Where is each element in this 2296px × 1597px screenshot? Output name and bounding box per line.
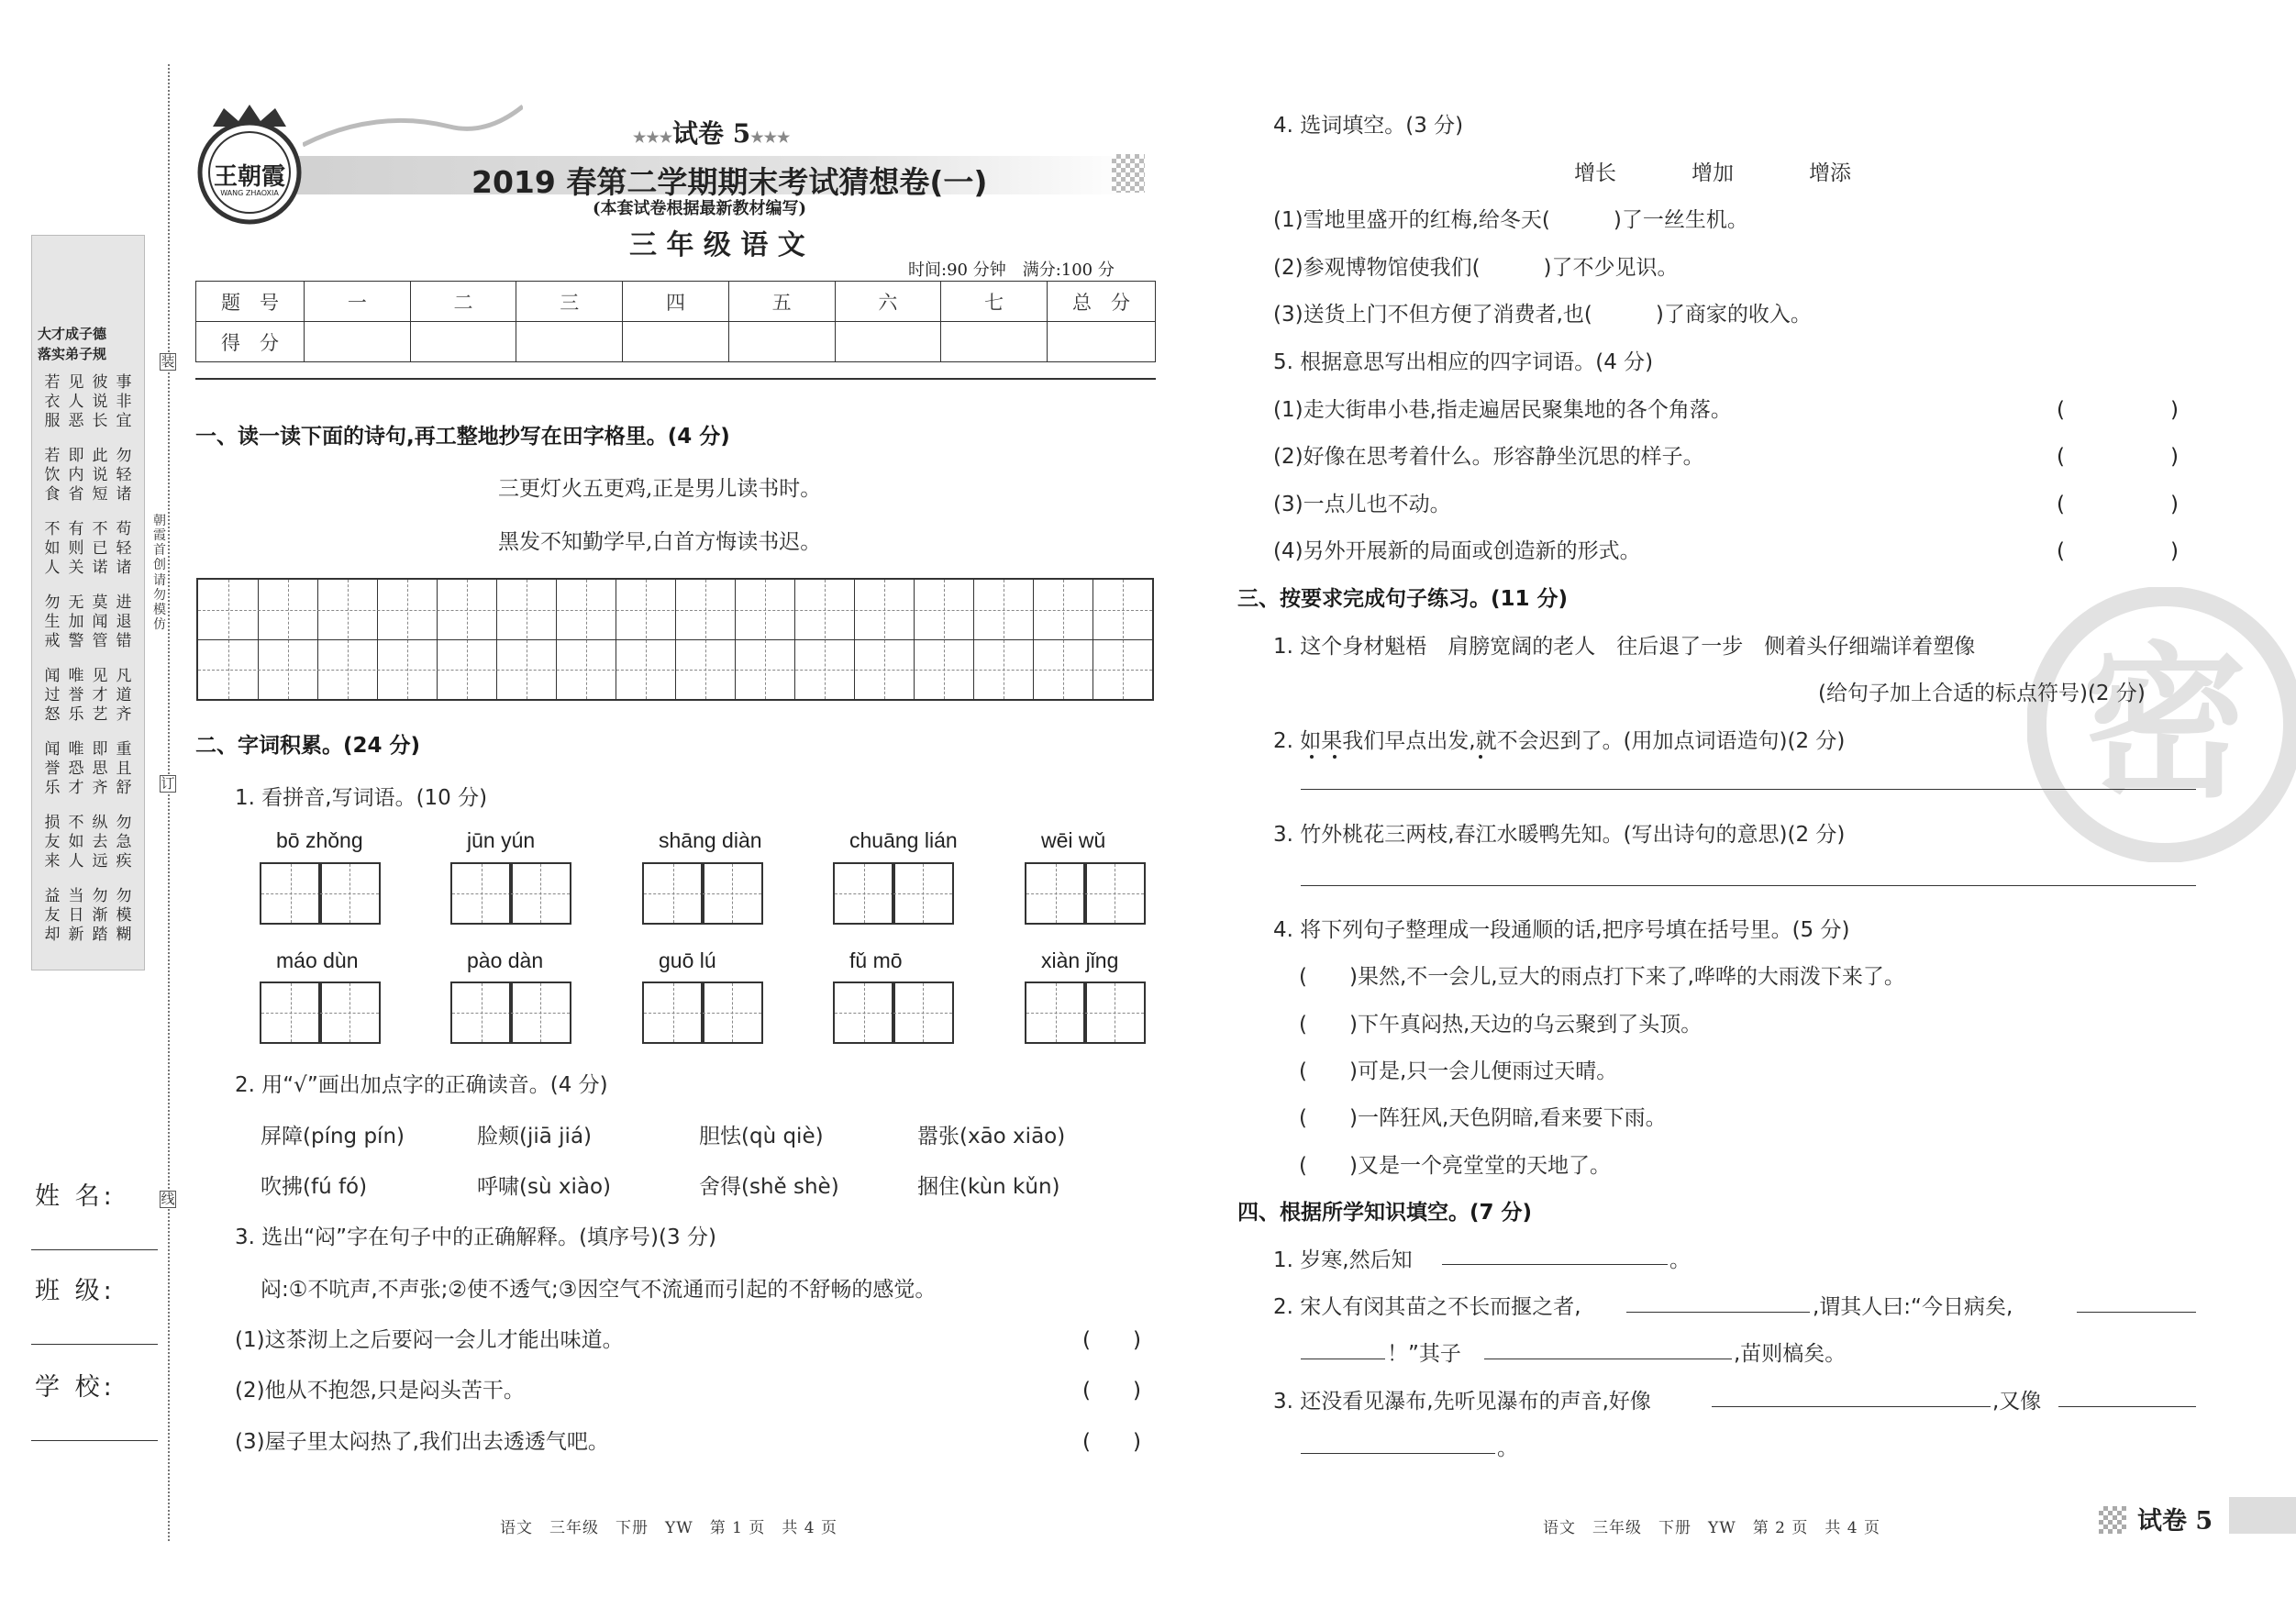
box-guide-h <box>320 1013 379 1014</box>
word-box[interactable] <box>701 862 763 925</box>
pinyin-label: fǔ mō <box>849 948 903 972</box>
word-box[interactable] <box>450 981 513 1044</box>
word-box[interactable] <box>509 981 571 1044</box>
ribbon-swoosh <box>303 99 523 158</box>
meaning-1: (1)走大街串小巷,指走遍居民聚集地的各个角落。 <box>1273 398 1732 422</box>
box-guide-h <box>1085 1013 1144 1014</box>
score-input-cell[interactable] <box>623 322 729 362</box>
motto-column: 见才艺 <box>92 667 108 724</box>
grid-guide <box>198 610 1152 611</box>
box-guide-h <box>511 1013 570 1014</box>
reading-1-2[interactable]: 脸颊(jiā jiá) <box>477 1125 593 1148</box>
grid-guide <box>1123 580 1124 699</box>
idiom-answer[interactable]: ( ) <box>2057 493 2179 516</box>
word-box[interactable] <box>1083 862 1146 925</box>
motto-column: 不如人 <box>44 520 61 577</box>
fill-2-end: ,苗则槁矣。 <box>1734 1342 1847 1366</box>
class-field[interactable] <box>31 1344 158 1345</box>
motto-line-1: 大才成子德 <box>38 326 107 342</box>
header-checker <box>1112 154 1145 193</box>
word-choice-1: 增长 <box>1574 161 1616 185</box>
score-table <box>195 281 1156 362</box>
word-box[interactable] <box>833 981 895 1044</box>
q2-sub5: 5. 根据意思写出相应的四字词语。(4 分) <box>1273 350 1654 374</box>
word-box[interactable] <box>833 862 895 925</box>
box-guide-h <box>261 893 320 894</box>
box-guide-h <box>835 893 893 894</box>
score-header-cell: 四 <box>623 282 729 322</box>
badge-stars-left: ★★★ <box>633 128 673 146</box>
score-input-cell[interactable] <box>1048 322 1156 362</box>
answer-line[interactable] <box>1301 885 2196 886</box>
grid-guide <box>825 580 826 699</box>
pinyin-label: bō zhǒng <box>276 828 363 852</box>
meaning-3: (3)一点儿也不动。 <box>1273 493 1451 516</box>
motto-column: 彼说长 <box>92 373 108 430</box>
score-input-cell[interactable] <box>305 322 411 362</box>
fill-blank[interactable] <box>1626 1312 1810 1313</box>
box-guide-h <box>511 893 570 894</box>
motto-column: 勿生戒 <box>44 593 61 650</box>
box-guide-h <box>835 1013 893 1014</box>
score-header-cell: 三 <box>516 282 623 322</box>
watermark-text: 密 <box>2082 628 2248 820</box>
idiom-answer[interactable]: ( ) <box>2057 445 2179 469</box>
fill-2-mid: ,谓其人曰:“今日病矣, <box>1813 1295 2013 1319</box>
badge-text: 试卷 5 <box>672 118 751 149</box>
class-label: 班 级: <box>35 1277 116 1305</box>
score-header-cell: 题 号 <box>196 282 305 322</box>
fill-blank[interactable] <box>2058 1406 2196 1407</box>
motto-column: 益友却 <box>44 887 61 944</box>
motto-column: 闻过怒 <box>44 667 61 724</box>
pinyin-label: xiàn jǐng <box>1041 948 1119 972</box>
sentence-2: 2. 如果我们早点出发,就不会迟到了。(用加点词语造句)(2 分) <box>1273 729 1846 753</box>
answer-line[interactable] <box>1301 789 2196 790</box>
motto-column: 勿模糊 <box>116 887 132 944</box>
answer-paren[interactable]: ( ) <box>1082 1379 1141 1403</box>
grid-guide <box>348 580 349 699</box>
pinyin-label: jūn yún <box>467 828 536 852</box>
men-item-2: (2)他从不抱怨,只是闷头苦干。 <box>235 1379 525 1403</box>
motto-column: 闻誉乐 <box>44 740 61 797</box>
motto-column: 莫闻管 <box>92 593 108 650</box>
word-box[interactable] <box>642 981 704 1044</box>
fill-word-2[interactable]: (2)参观博物馆使我们( )了不少见识。 <box>1273 256 1679 280</box>
vertical-note-1: 朝霞首创 <box>153 514 166 572</box>
score-header-cell: 二 <box>410 282 516 322</box>
box-guide-h <box>1026 1013 1085 1014</box>
name-label: 姓 名: <box>35 1182 116 1211</box>
fill-2-start: 2. 宋人有闵其苗之不长而揠之者, <box>1273 1295 1581 1319</box>
motto-column: 纵去远 <box>92 814 108 871</box>
section-1-heading: 一、读一读下面的诗句,再工整地抄写在田字格里。(4 分) <box>195 425 730 449</box>
score-header-cell: 总 分 <box>1048 282 1156 322</box>
score-header-row <box>196 282 1156 322</box>
subject-title: 三 年 级 语 文 <box>629 229 805 261</box>
binding-label-3: 线 <box>161 1191 175 1207</box>
fill-3-end: 。 <box>1497 1436 1518 1460</box>
grid-guide <box>1063 580 1064 699</box>
paper-badge <box>633 114 790 150</box>
grid-guide <box>586 580 587 699</box>
word-box[interactable] <box>509 862 571 925</box>
section-3-heading: 三、按要求完成句子练习。(11 分) <box>1237 587 1569 611</box>
box-guide-h <box>452 893 511 894</box>
meaning-2: (2)好像在思考着什么。形容静坐沉思的样子。 <box>1273 445 1704 469</box>
word-box[interactable] <box>642 862 704 925</box>
q2-sub1: 1. 看拼音,写词语。(10 分) <box>235 786 488 810</box>
motto-column: 苟轻诸 <box>116 520 132 577</box>
score-input-cell[interactable] <box>410 322 516 362</box>
grid-guide <box>765 580 766 699</box>
sentence-1-requirement: (给句子加上合适的标点符号)(2 分) <box>1818 682 2146 705</box>
reading-2-1[interactable]: 吹拂(fú fó) <box>261 1175 368 1199</box>
grid-guide <box>198 670 1152 671</box>
men-item-1: (1)这茶沏上之后要闷一会儿才能出味道。 <box>235 1328 624 1352</box>
reading-1-3[interactable]: 胆怯(qù qiè) <box>699 1125 824 1148</box>
binding-dotted-line <box>168 64 170 1541</box>
motto-column: 不如人 <box>68 814 84 871</box>
motto-column: 进退错 <box>116 593 132 650</box>
order-item-1[interactable]: ( )果然,不一会儿,豆大的雨点打下来了,哗哗的大雨泼下来了。 <box>1299 965 1905 989</box>
q2-sub4: 4. 选词填空。(3 分) <box>1273 114 1464 138</box>
publisher-logo <box>193 101 306 229</box>
motto-column: 凡道齐 <box>116 667 132 724</box>
grid-guide <box>646 580 647 699</box>
exam-title: 2019 春第二学期期末考试猜想卷(一) <box>471 164 988 200</box>
motto-column: 唯誉乐 <box>68 667 84 724</box>
meaning-4: (4)另外开展新的局面或创造新的形式。 <box>1273 539 1641 563</box>
word-choice-2: 增加 <box>1691 161 1734 185</box>
fill-word-1[interactable]: (1)雪地里盛开的红梅,给冬天( )了一丝生机。 <box>1273 208 1748 232</box>
watermark-circle <box>2027 587 2296 862</box>
footer-left: 语文 三年级 下册 YW 第 1 页 共 4 页 <box>500 1519 837 1537</box>
school-field[interactable] <box>31 1440 158 1441</box>
logo-text: 王朝霞 <box>213 163 285 191</box>
emphasis-dot <box>1310 755 1314 759</box>
word-box[interactable] <box>892 981 954 1044</box>
score-input-cell[interactable] <box>516 322 623 362</box>
fill-blank[interactable] <box>1712 1406 1991 1407</box>
reading-2-2[interactable]: 呼啸(sù xiào) <box>477 1175 611 1199</box>
motto-column: 事非宜 <box>116 373 132 430</box>
box-guide-h <box>893 1013 952 1014</box>
box-guide-h <box>1085 893 1144 894</box>
word-box[interactable] <box>1083 981 1146 1044</box>
order-item-2[interactable]: ( )下午真闷热,天边的乌云聚到了头顶。 <box>1299 1013 1703 1037</box>
order-item-4[interactable]: ( )一阵狂风,天色阴暗,看来要下雨。 <box>1299 1106 1667 1130</box>
sentence-4: 4. 将下列句子整理成一段通顺的话,把序号填在括号里。(5 分) <box>1273 918 1850 942</box>
score-header-cell: 六 <box>835 282 941 322</box>
box-guide-h <box>644 1013 703 1014</box>
binding-label-1: 装 <box>161 353 175 370</box>
sentence-1: 1. 这个身材魁梧 肩膀宽阔的老人 往后退了一步 侧着头仔细端详着塑像 <box>1273 635 1976 659</box>
box-guide-h <box>261 1013 320 1014</box>
time-score: 时间:90 分钟 满分:100 分 <box>908 261 1115 280</box>
motto-column: 勿轻诸 <box>116 447 132 504</box>
grid-guide <box>884 580 885 699</box>
vertical-note-2: 请勿模仿 <box>153 573 166 632</box>
reading-1-1[interactable]: 屏障(píng pín) <box>261 1125 405 1148</box>
box-guide-h <box>703 1013 761 1014</box>
motto-column: 当日新 <box>68 887 84 944</box>
footer-right: 语文 三年级 下册 YW 第 2 页 共 4 页 <box>1543 1519 1880 1537</box>
men-item-3: (3)屋子里太闷热了,我们出去透透气吧。 <box>235 1430 609 1454</box>
motto-column: 即内省 <box>68 447 84 504</box>
logo-subtext: WANG ZHAOXIA <box>220 189 279 197</box>
score-input-cell[interactable] <box>835 322 941 362</box>
pinyin-label: chuāng lián <box>849 828 958 852</box>
side-motto-strip <box>31 235 145 970</box>
order-item-3[interactable]: ( )可是,只一会儿便雨过天晴。 <box>1299 1059 1618 1083</box>
sentence-3: 3. 竹外桃花三两枝,春江水暖鸭先知。(写出诗句的意思)(2 分) <box>1273 823 1846 847</box>
footer-checker <box>2099 1506 2126 1534</box>
motto-column: 即思齐 <box>92 740 108 797</box>
box-guide-h <box>320 893 379 894</box>
motto-column: 若饮食 <box>44 447 61 504</box>
word-box[interactable] <box>892 862 954 925</box>
fill-word-3[interactable]: (3)送货上门不但方便了消费者,也( )了商家的收入。 <box>1273 303 1812 327</box>
q2-sub2: 2. 用“√”画出加点字的正确读音。(4 分) <box>235 1073 608 1097</box>
grid-guide <box>228 580 229 699</box>
section-4-heading: 四、根据所学知识填空。(7 分) <box>1237 1201 1533 1225</box>
box-guide-h <box>452 1013 511 1014</box>
box-guide-h <box>644 893 703 894</box>
word-box[interactable] <box>260 862 322 925</box>
footer-grey-bar <box>2229 1497 2296 1534</box>
school-label: 学 校: <box>35 1373 116 1402</box>
box-guide-h <box>703 893 761 894</box>
score-value-row <box>196 322 1156 362</box>
grid-guide <box>705 580 706 699</box>
fill-blank[interactable] <box>2077 1312 2196 1313</box>
box-guide-h <box>1026 893 1085 894</box>
word-box[interactable] <box>1025 862 1087 925</box>
word-box[interactable] <box>318 981 381 1044</box>
grid-guide <box>944 580 945 699</box>
section-2-heading: 二、字词积累。(24 分) <box>195 734 421 758</box>
grid-guide <box>288 580 289 699</box>
motto-column: 此说短 <box>92 447 108 504</box>
grid-guide <box>467 580 468 699</box>
score-header-cell: 七 <box>941 282 1048 322</box>
motto-column: 损友来 <box>44 814 61 871</box>
pinyin-label: shāng diàn <box>659 828 762 852</box>
fill-blank[interactable] <box>1442 1264 1668 1265</box>
pinyin-label: máo dùn <box>276 948 359 972</box>
word-box[interactable] <box>450 862 513 925</box>
reading-1-4[interactable]: 嚣张(xāo xiāo) <box>917 1125 1066 1148</box>
idiom-answer[interactable]: ( ) <box>2057 398 2179 422</box>
fill-blank[interactable] <box>1301 1453 1495 1454</box>
q2-sub3: 3. 选出“闷”字在句子中的正确解释。(填序号)(3 分) <box>235 1225 716 1249</box>
reading-2-4[interactable]: 捆住(kùn kǔn) <box>917 1175 1060 1199</box>
word-box[interactable] <box>318 862 381 925</box>
answer-paren[interactable]: ( ) <box>1082 1328 1141 1352</box>
copy-grid[interactable] <box>196 578 1154 701</box>
score-header-cell: 五 <box>728 282 835 322</box>
grid-row-divider <box>198 639 1152 640</box>
motto-column: 唯恐才 <box>68 740 84 797</box>
badge-stars-right: ★★★ <box>750 128 791 146</box>
idiom-answer[interactable]: ( ) <box>2057 539 2179 563</box>
score-header-cell: 一 <box>305 282 411 322</box>
pinyin-label: wēi wǔ <box>1041 828 1106 852</box>
score-input-cell[interactable] <box>941 322 1048 362</box>
answer-paren[interactable]: ( ) <box>1082 1430 1141 1454</box>
reading-2-3[interactable]: 舍得(shě shè) <box>699 1175 839 1199</box>
fill-2-exclaim: ！”其子 <box>1387 1342 1461 1366</box>
motto-column: 勿急疾 <box>116 814 132 871</box>
motto-column: 勿渐踏 <box>92 887 108 944</box>
emphasis-dot <box>1333 755 1337 759</box>
grid-guide <box>407 580 408 699</box>
score-input-cell[interactable] <box>728 322 835 362</box>
name-field[interactable] <box>31 1249 158 1250</box>
score-label-cell: 得 分 <box>196 322 305 362</box>
fill-1-start: 1. 岁寒,然后知 <box>1273 1248 1413 1272</box>
word-box[interactable] <box>701 981 763 1044</box>
motto-column: 有则关 <box>68 520 84 577</box>
fill-3-start: 3. 还没看见瀑布,先听见瀑布的声音,好像 <box>1273 1390 1651 1414</box>
order-item-5[interactable]: ( )又是一个亮堂堂的天地了。 <box>1299 1154 1611 1178</box>
emphasis-dot <box>1479 755 1482 759</box>
poem-line-2: 黑发不知勤学早,白首方悔读书迟。 <box>498 530 822 554</box>
motto-column: 不已诺 <box>92 520 108 577</box>
header-divider <box>195 378 1156 380</box>
word-box[interactable] <box>1025 981 1087 1044</box>
poem-line-1: 三更灯火五更鸡,正是男儿读书时。 <box>498 477 822 501</box>
binding-label-2: 订 <box>161 775 175 792</box>
fill-3-mid: ,又像 <box>1992 1390 2042 1414</box>
motto-column: 见人恶 <box>68 373 84 430</box>
motto-line-2: 落实弟子规 <box>38 346 107 362</box>
motto-column: 无加警 <box>68 593 84 650</box>
pinyin-label: guō lú <box>659 948 716 972</box>
pinyin-label: pào dàn <box>467 948 544 972</box>
footer-badge: 试卷 5 <box>2137 1507 2213 1536</box>
exam-subtitle: (本套试卷根据最新教材编写) <box>593 199 807 218</box>
word-box[interactable] <box>260 981 322 1044</box>
box-guide-h <box>893 893 952 894</box>
motto-column: 若衣服 <box>44 373 61 430</box>
fill-1-end: 。 <box>1669 1248 1691 1272</box>
motto-column: 重且舒 <box>116 740 132 797</box>
men-definition: 闷:①不吭声,不声张;②使不透气;③因空气不流通而引起的不舒畅的感觉。 <box>261 1278 937 1302</box>
word-choice-3: 增添 <box>1809 161 1851 185</box>
